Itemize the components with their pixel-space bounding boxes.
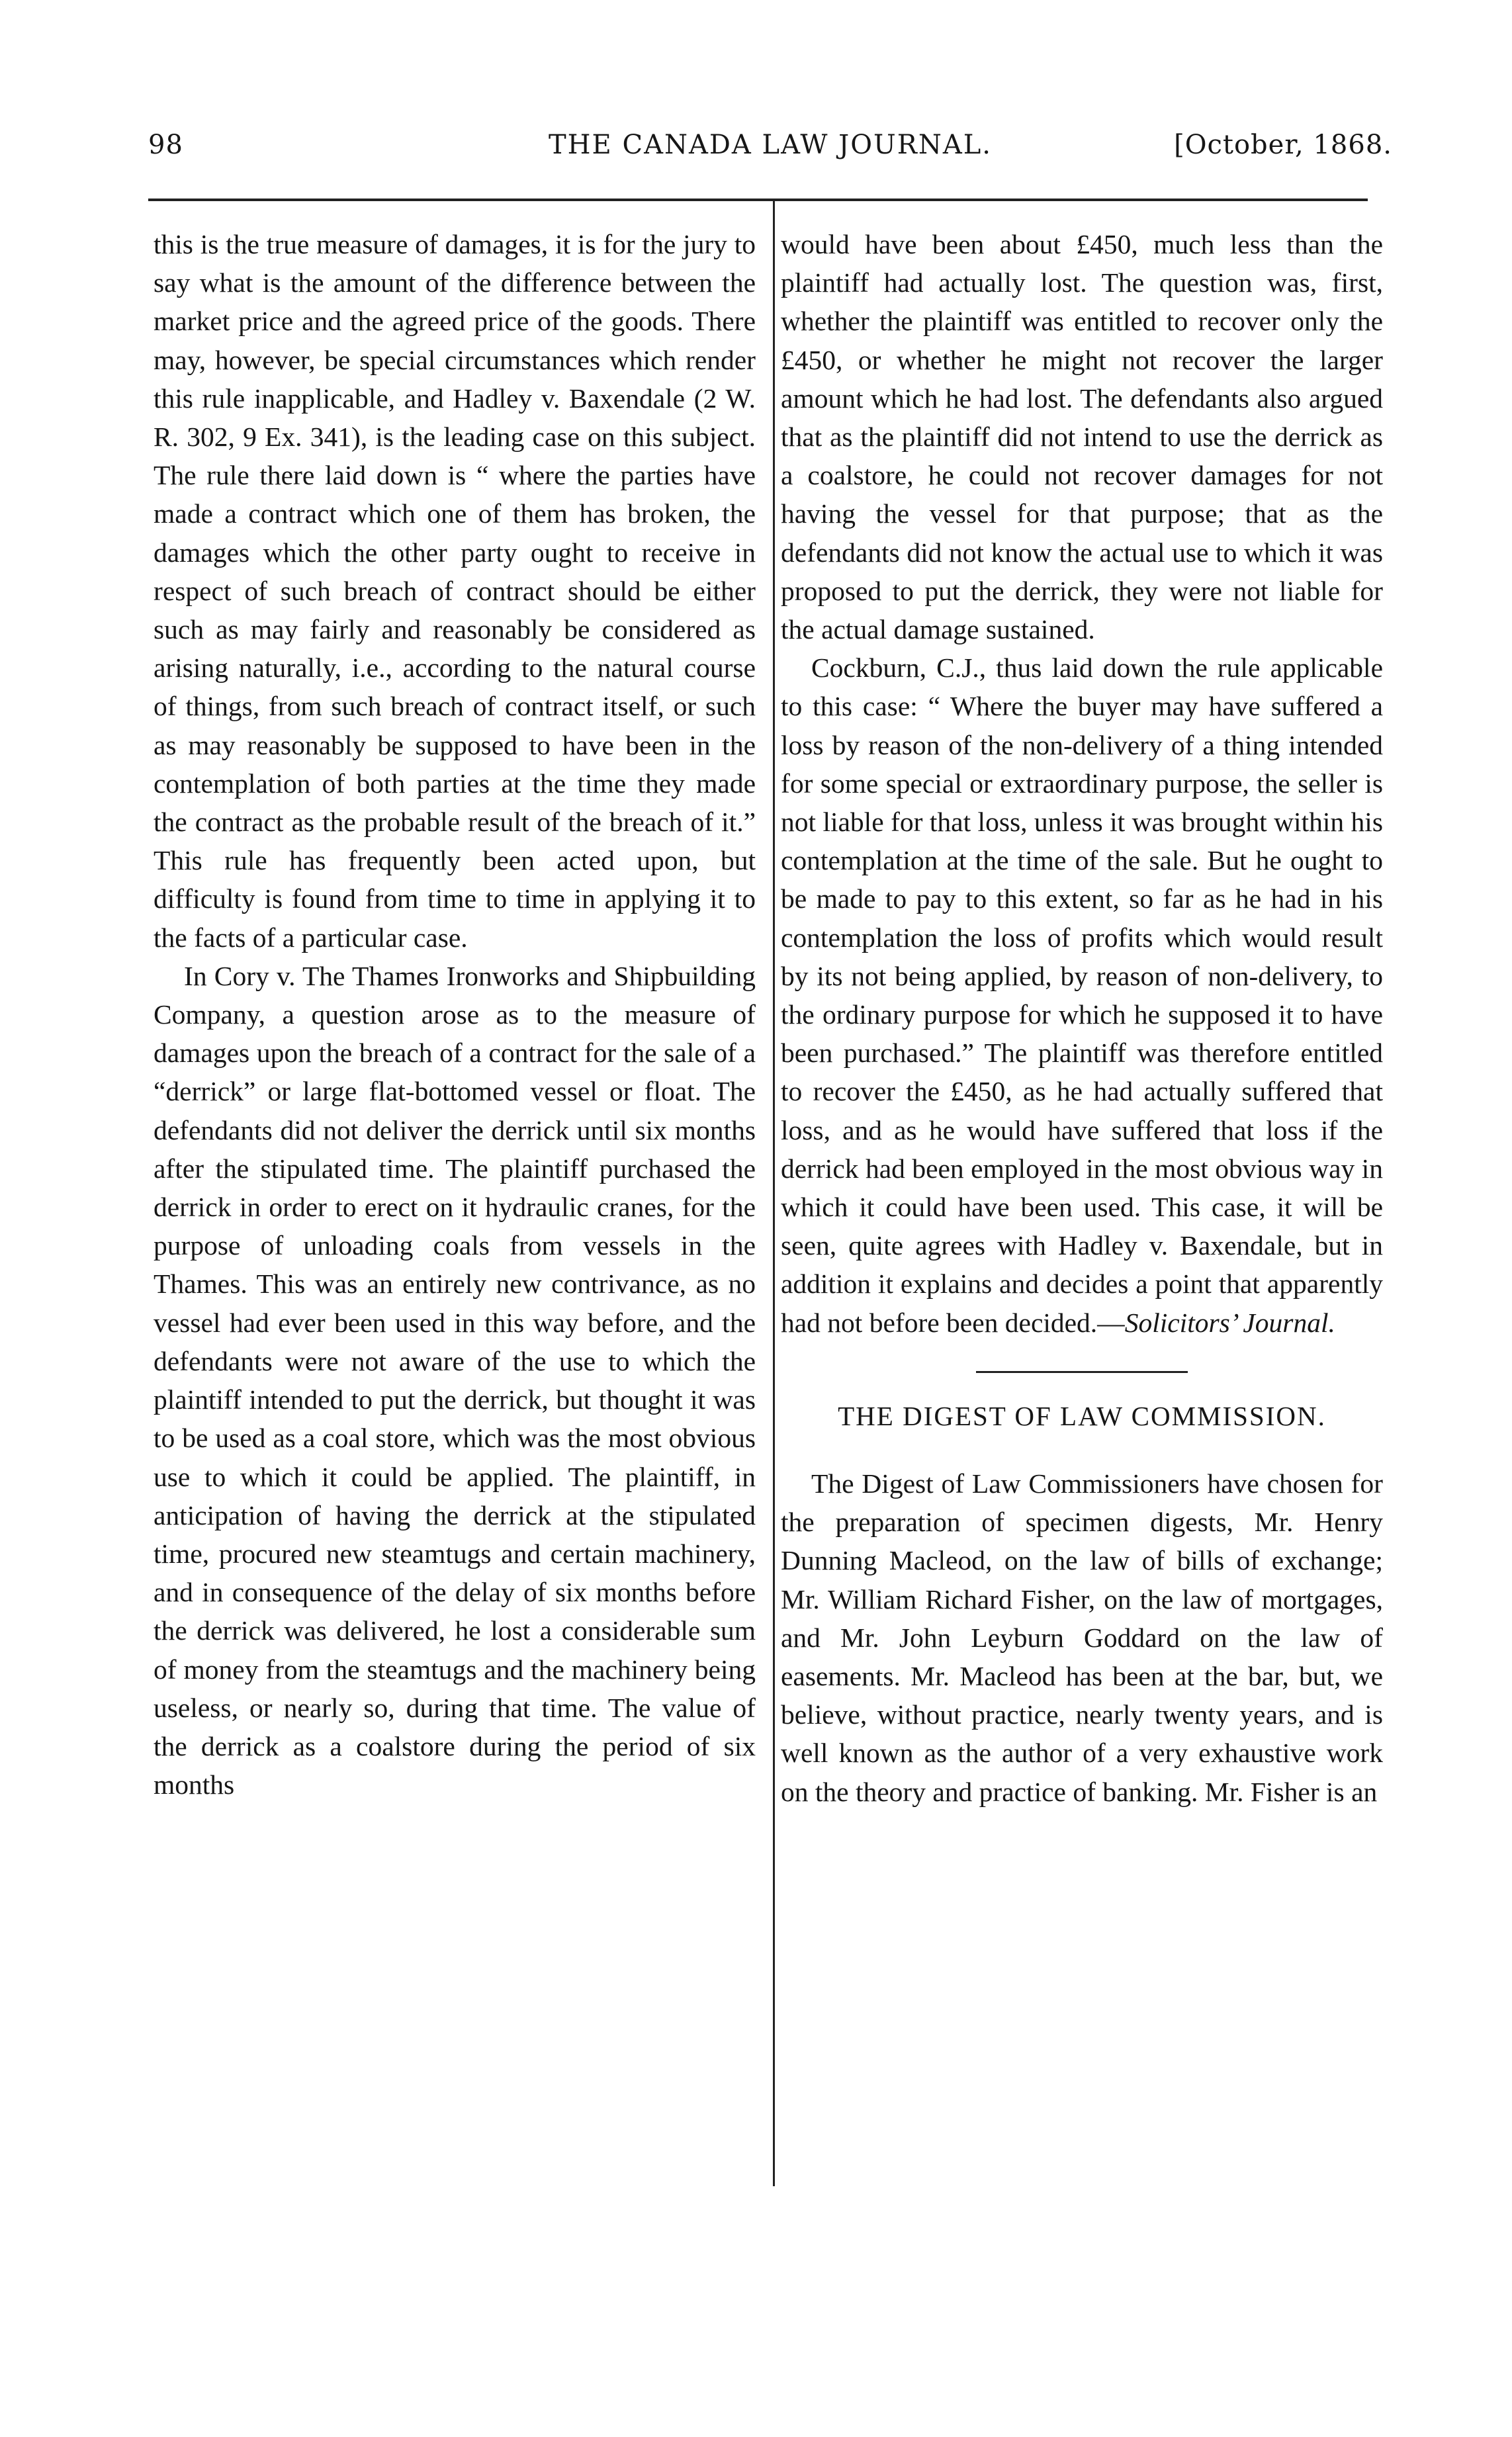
right-column (781, 225, 1383, 1811)
right-paragraph-2-text: Cockburn, C.J., thus laid down the rule applicable to this case: “ Where the buyer may have suffered a loss by reason of the non-delivery of a thing intended for some special or extraordinary purpose, the seller is not liable for that loss, unless it was brought within his contemplation at the time of the sale. But he ought to be made to pay to this extent, so far as he had in his contemplation the loss of profits which would result by its not being applied, by reason of non-delivery, to the ordinary purpose for which he supposed it to have been purchased.” The plaintiff was therefore entitled to recover the £450, as he had actually suffered that loss, and as he would have suffered that loss if the derrick had been employed in the most obvious way in which it could have been used. This case, it will be seen, quite agrees with Hadley v. Baxendale, but in addition it explains and decides a point that apparently had not before been decided.— (781, 652, 1383, 1338)
column-divider (773, 201, 775, 2186)
issue-date: [October, 1868. (1174, 130, 1392, 160)
journal-title: THE CANADA LAW JOURNAL. (548, 130, 992, 160)
right-paragraph-2 (781, 648, 1383, 1342)
source-citation: Solicitors’ Journal. (1124, 1307, 1335, 1338)
section-divider (976, 1371, 1188, 1373)
page-number: 98 (148, 130, 183, 160)
left-column (154, 225, 756, 1804)
right-paragraph-1: would have been about £450, much less than the plaintiff had actually lost. The question was, first, whether the plaintiff was entitled to recover only the £450, or whether he might not recover the larger amount which he had lost. The defendants also argued that as the plaintiff did not intend to use the derrick as a coalstore, he could not recover damages for not having the vessel for that purpose; that as the defendants did not know the actual use to which it was proposed to put the derrick, they were not liable for the actual damage sustained. (781, 229, 1383, 645)
right-paragraph-3: The Digest of Law Commissioners have chosen for the preparation of specimen digests, Mr. Henry Dunning Macleod, on the law of bills of exchange; Mr. William Richard Fisher, on the law of mortgages, and Mr. John Leyburn Goddard on the law of easements. Mr. Macleod has been at the bar, but, we believe, without practice, nearly twenty years, and is well known as the author of a very exhaustive work on the theory and practice of banking. Mr. Fisher is an (781, 1468, 1383, 1807)
section-heading: THE DIGEST OF LAW COMMISSION. (838, 1400, 1326, 1431)
header-rule (148, 199, 1368, 201)
page-header (148, 130, 1392, 176)
left-paragraph-1: this is the true measure of damages, it is for the jury to say what is the amount of the difference between the market price and the agreed price of the goods. There may, however, be special circumstances which render this rule inapplicable, and Hadley v. Baxendale (2 W. R. 302, 9 Ex. 341), is the leading case on this subject. The rule there laid down is “ where the parties have made a contract which one of them has broken, the damages which the other party ought to receive in respect of such breach of contract should be either such as may fairly and reasonably be considered as arising naturally, i.e., according to the natural course of things, from such breach of contract itself, or such as may reasonably be supposed to have been in the contemplation of both parties at the time they made the contract as the probable result of the breach of it.” This rule has frequently been acted upon, but difficulty is found from time to time in applying it to the facts of a particular case. (154, 229, 756, 953)
left-paragraph-2: In Cory v. The Thames Ironworks and Shipbuilding Company, a question arose as to the measure of damages upon the breach of a contract for the sale of a “derrick” or large flat-bottomed vessel or float. The defendants did not deliver the derrick until six months after the stipulated time. The plaintiff purchased the derrick in order to erect on it hydraulic cranes, for the purpose of unloading coals from vessels in the Thames. This was an entirely new contrivance, as no vessel had ever been used in this way before, and the defendants were not aware of the use to which the plaintiff intended to put the derrick, but thought it was to be used as a coal store, which was the most obvious use to which it could be applied. The plaintiff, in anticipation of having the derrick at the stipulated time, procured new steamtugs and certain machinery, and in consequence of the delay of six months before the derrick was delivered, he lost a considerable sum of money from the steamtugs and the machinery being useless, or nearly so, during that time. The value of the derrick as a coalstore during the period of six months (154, 960, 756, 1800)
